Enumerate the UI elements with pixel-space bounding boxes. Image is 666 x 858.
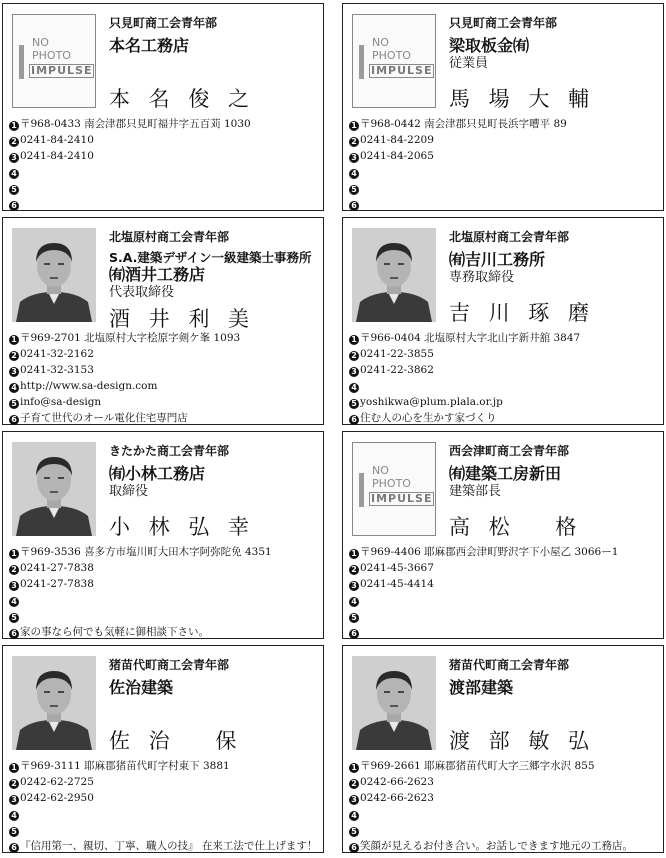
association-name: 只見町商工会青年部	[449, 16, 558, 30]
contact-line	[9, 196, 319, 212]
line-number-marker: 1	[9, 549, 19, 559]
impulse-logo-text: IMPULSE	[371, 492, 433, 505]
line-number-marker: 4	[349, 169, 359, 179]
contact-line	[9, 790, 319, 806]
contact-line	[349, 180, 659, 196]
company-name: ㈲小林工務店	[109, 464, 206, 483]
line-number-marker: 2	[9, 779, 19, 789]
line-number-marker: 3	[349, 367, 359, 377]
contact-line-text: 笑顔が見えるお付き合い。お話しできます地元の工務店。	[360, 840, 633, 852]
impulse-logo-text: IMPULSE	[371, 64, 433, 77]
contact-line	[349, 624, 659, 640]
business-card	[2, 645, 324, 853]
contact-line-text: 0241-84-2410	[20, 150, 94, 162]
contact-line	[9, 544, 319, 560]
line-number-marker: 2	[9, 351, 19, 361]
association-name: 只見町商工会青年部	[109, 16, 218, 30]
contact-line-text: 住む人の心を生かす家づくり	[360, 412, 497, 424]
line-number-marker: 1	[349, 121, 359, 131]
line-number-marker: 1	[9, 335, 19, 345]
contact-line-text: 0241-22-3862	[360, 364, 434, 376]
contact-line	[349, 544, 659, 560]
company-name: S.A.建築デザイン一級建築士事務所	[109, 250, 312, 265]
contact-line	[9, 758, 319, 774]
member-photo	[12, 442, 96, 536]
line-number-marker: 5	[9, 185, 19, 195]
line-number-marker: 1	[349, 549, 359, 559]
contact-line	[9, 838, 319, 854]
contact-line	[9, 624, 319, 640]
company-name: 本名工務店	[109, 36, 190, 55]
company-name: ㈲酒井工務店	[109, 265, 206, 284]
card-header-info	[449, 444, 657, 500]
line-number-marker: 5	[349, 827, 359, 837]
line-number-marker: 4	[9, 383, 19, 393]
company-name: ㈲建築工房新田	[449, 464, 562, 483]
impulse-logo-text: IMPULSE	[31, 64, 93, 77]
member-photo	[12, 228, 96, 322]
contact-line	[9, 116, 319, 132]
person-name: 高 松 格	[449, 515, 583, 539]
line-number-marker: 1	[9, 763, 19, 773]
contact-line	[349, 148, 659, 164]
business-card	[342, 431, 664, 639]
contact-line	[9, 132, 319, 148]
line-number-marker: 6	[9, 415, 19, 425]
business-card	[342, 217, 664, 425]
contact-line	[9, 576, 319, 592]
contact-line	[349, 394, 659, 410]
member-photo	[352, 656, 436, 750]
contact-line	[349, 378, 659, 394]
contact-line	[349, 132, 659, 148]
placeholder-bar-icon	[19, 45, 24, 79]
card-header-info	[109, 658, 317, 698]
contact-line-text: http://www.sa-design.com	[20, 380, 158, 392]
card-header-info	[449, 230, 657, 286]
contact-line-text: 子育て世代のオール電化住宅専門店	[20, 412, 188, 424]
business-card	[2, 3, 324, 211]
contact-line	[9, 410, 319, 426]
contact-line-text: 〒969-2661 耶麻郡猪苗代町大字三郷字水沢 855	[360, 760, 595, 772]
line-number-marker: 6	[9, 629, 19, 639]
line-number-marker: 3	[349, 581, 359, 591]
member-photo	[12, 656, 96, 750]
person-photo-icon	[352, 228, 436, 322]
contact-lines	[349, 330, 659, 426]
contact-line	[9, 362, 319, 378]
line-number-marker: 5	[349, 613, 359, 623]
person-name: 小 林 弘 幸	[109, 515, 256, 539]
no-photo-placeholder	[359, 35, 431, 91]
association-name: きたかた商工会青年部	[109, 444, 230, 458]
company-name: 渡部建築	[449, 678, 514, 697]
job-title: 従業員	[449, 56, 489, 71]
contact-line-text: 『信用第一、親切、丁寧、職人の技』 在来工法で仕上げます！	[20, 840, 318, 852]
line-number-marker: 3	[9, 581, 19, 591]
line-number-marker: 1	[349, 335, 359, 345]
line-number-marker: 6	[9, 201, 19, 211]
line-number-marker: 3	[9, 367, 19, 377]
contact-line	[349, 164, 659, 180]
person-photo-icon	[12, 442, 96, 536]
placeholder-bar-icon	[359, 45, 364, 79]
line-number-marker: 4	[9, 811, 19, 821]
contact-line-text: 〒969-3536 喜多方市塩川町大田木字阿弥陀免 4351	[20, 546, 272, 558]
business-card	[342, 645, 664, 853]
contact-line	[9, 592, 319, 608]
no-photo-placeholder	[359, 463, 431, 519]
no-photo-text: NO	[372, 36, 389, 49]
contact-lines	[9, 758, 319, 854]
line-number-marker: 1	[349, 763, 359, 773]
no-photo-text: NO	[372, 464, 389, 477]
contact-line	[349, 608, 659, 624]
person-photo-icon	[352, 656, 436, 750]
line-number-marker: 5	[9, 613, 19, 623]
contact-line	[349, 330, 659, 346]
card-header-info	[109, 444, 317, 500]
line-number-marker: 6	[9, 843, 19, 853]
contact-line	[9, 608, 319, 624]
contact-line-text: 0242-66-2623	[360, 792, 434, 804]
contact-lines	[9, 544, 319, 640]
business-card	[342, 3, 664, 211]
contact-line-text: yoshikwa@plum.plala.or.jp	[360, 396, 503, 408]
member-photo	[12, 14, 96, 108]
card-header-info	[449, 658, 657, 698]
contact-line-text: 0241-32-3153	[20, 364, 94, 376]
association-name: 西会津町商工会青年部	[449, 444, 570, 458]
job-title: 専務取締役	[449, 270, 515, 285]
contact-line	[349, 838, 659, 854]
contact-line-text: 0241-22-3855	[360, 348, 434, 360]
line-number-marker: 3	[349, 153, 359, 163]
line-number-marker: 5	[349, 185, 359, 195]
company-name: ㈲吉川工務所	[449, 250, 546, 269]
contact-line	[9, 180, 319, 196]
no-photo-text: PHOTO	[372, 49, 411, 62]
line-number-marker: 5	[9, 399, 19, 409]
contact-line-text: 〒966-0404 北塩原村大字北山字新井舘 3847	[360, 332, 581, 344]
contact-line-text: 0241-45-3667	[360, 562, 434, 574]
contact-line-text: 〒969-2701 北塩原村大字桧原字剣ケ峯 1093	[20, 332, 241, 344]
contact-line	[9, 394, 319, 410]
contact-line	[349, 346, 659, 362]
line-number-marker: 4	[349, 383, 359, 393]
line-number-marker: 4	[349, 597, 359, 607]
no-photo-text: NO	[32, 36, 49, 49]
association-name: 北塩原村商工会青年部	[109, 230, 230, 244]
person-name: 酒 井 利 美	[109, 307, 256, 331]
line-number-marker: 2	[349, 137, 359, 147]
person-name: 本 名 俊 之	[109, 87, 256, 111]
person-name: 渡 部 敏 弘	[449, 729, 596, 753]
contact-line	[9, 346, 319, 362]
card-header-info	[109, 230, 317, 301]
line-number-marker: 6	[349, 629, 359, 639]
line-number-marker: 2	[9, 137, 19, 147]
contact-line-text: 0241-84-2209	[360, 134, 434, 146]
association-name: 猪苗代町商工会青年部	[109, 658, 230, 672]
contact-line-text: 0241-32-2162	[20, 348, 94, 360]
line-number-marker: 4	[9, 169, 19, 179]
contact-line	[349, 806, 659, 822]
contact-line	[349, 410, 659, 426]
contact-line	[9, 806, 319, 822]
job-title: 取締役	[109, 484, 149, 499]
person-name: 吉 川 琢 磨	[449, 301, 596, 325]
contact-line-text: 0241-84-2410	[20, 134, 94, 146]
contact-line	[349, 774, 659, 790]
line-number-marker: 5	[349, 399, 359, 409]
contact-line	[9, 148, 319, 164]
line-number-marker: 3	[9, 795, 19, 805]
business-card	[2, 217, 324, 425]
line-number-marker: 3	[9, 153, 19, 163]
line-number-marker: 6	[349, 415, 359, 425]
line-number-marker: 4	[349, 811, 359, 821]
line-number-marker: 1	[9, 121, 19, 131]
person-name: 佐 治 保	[109, 729, 243, 753]
contact-line-text: 〒968-0433 南会津郡只見町福井字五百苅 1030	[20, 118, 251, 130]
job-title: 建築部長	[449, 484, 502, 499]
contact-lines	[9, 330, 319, 426]
line-number-marker: 5	[9, 827, 19, 837]
association-name: 猪苗代町商工会青年部	[449, 658, 570, 672]
contact-line-text: 0241-27-7838	[20, 578, 94, 590]
line-number-marker: 6	[349, 201, 359, 211]
contact-line	[9, 378, 319, 394]
contact-line-text: 〒968-0442 南会津郡只見町長浜字嘈平 89	[360, 118, 567, 130]
contact-line	[9, 560, 319, 576]
contact-lines	[349, 116, 659, 212]
contact-line	[9, 774, 319, 790]
line-number-marker: 6	[349, 843, 359, 853]
contact-line	[349, 790, 659, 806]
contact-lines	[349, 544, 659, 640]
contact-line	[349, 592, 659, 608]
company-name: 梁取板金㈲	[449, 36, 530, 55]
contact-line	[9, 822, 319, 838]
member-photo	[352, 228, 436, 322]
contact-line-text: 0242-62-2725	[20, 776, 94, 788]
contact-line-text: 0242-66-2623	[360, 776, 434, 788]
job-title: 代表取締役	[109, 285, 175, 300]
line-number-marker: 2	[9, 565, 19, 575]
line-number-marker: 2	[349, 565, 359, 575]
company-name: 佐治建築	[109, 678, 174, 697]
person-photo-icon	[12, 228, 96, 322]
member-photo	[352, 442, 436, 536]
contact-line	[349, 758, 659, 774]
no-photo-text: PHOTO	[372, 477, 411, 490]
contact-line-text: 〒969-4406 耶麻郡西会津町野沢字下小屋乙 3066ー1	[360, 546, 619, 558]
no-photo-text: PHOTO	[32, 49, 71, 62]
line-number-marker: 3	[349, 795, 359, 805]
card-header-info	[449, 16, 657, 72]
line-number-marker: 2	[349, 779, 359, 789]
contact-line-text: 家の事なら何でも気軽に御相談下さい。	[20, 626, 209, 638]
contact-line	[349, 196, 659, 212]
card-header-info	[109, 16, 317, 56]
business-card	[2, 431, 324, 639]
member-photo	[352, 14, 436, 108]
contact-line	[9, 164, 319, 180]
contact-line-text: 0241-84-2065	[360, 150, 434, 162]
contact-line	[349, 822, 659, 838]
contact-line-text: 0241-45-4414	[360, 578, 434, 590]
contact-line	[349, 560, 659, 576]
person-name: 馬 場 大 輔	[449, 87, 596, 111]
line-number-marker: 4	[9, 597, 19, 607]
contact-line-text: info@sa-design	[20, 396, 102, 408]
contact-lines	[9, 116, 319, 212]
person-photo-icon	[12, 656, 96, 750]
contact-line	[349, 576, 659, 592]
association-name: 北塩原村商工会青年部	[449, 230, 570, 244]
contact-lines	[349, 758, 659, 854]
contact-line	[349, 362, 659, 378]
contact-line-text: 0241-27-7838	[20, 562, 94, 574]
contact-line-text: 〒969-3111 耶麻郡猪苗代町字村東下 3881	[20, 760, 230, 772]
contact-line-text: 0242-62-2950	[20, 792, 94, 804]
placeholder-bar-icon	[359, 473, 364, 507]
contact-line	[349, 116, 659, 132]
contact-line	[9, 330, 319, 346]
line-number-marker: 2	[349, 351, 359, 361]
no-photo-placeholder	[19, 35, 91, 91]
